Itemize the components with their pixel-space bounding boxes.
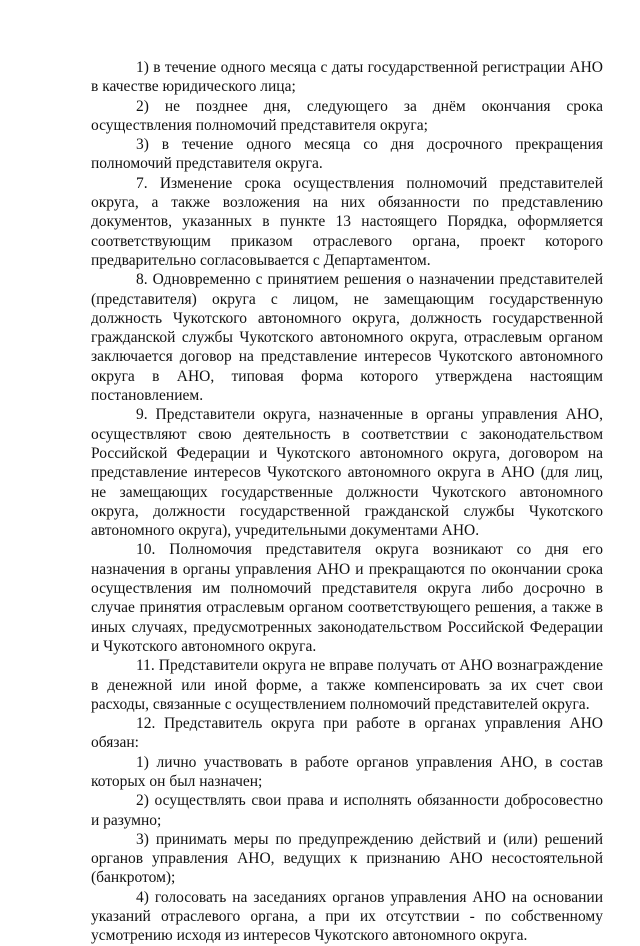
paragraph-item-3-early-termination: 3) в течение одного месяца со дня досрочного прекращения полномочий представителя округа. [91, 136, 603, 173]
paragraph-8: 8. Одновременно с принятием решения о назначении представителей (представителя) округа с лицом, не замещающим государственную должность Чукотского автономного округа, должность государственной гражданской службы Чукотского автономного округа, отраслевым органом заключается договор на представление интересов Чукотского автономного округа в АНО, типовая форма которого утверждена настоящим постановлением. [91, 271, 603, 405]
paragraph-12-item-4: 4) голосовать на заседаниях органов управления АНО на основании указаний отраслевого органа, а при их отсутствии - по собственному усмотрению исходя из интересов Чукотского автономного округа. [91, 888, 603, 945]
paragraph-11: 11. Представители округа не вправе получать от АНО вознаграждение в денежной или иной форме, а также компенсировать за их счет свои расходы, связанные с осуществлением полномочий представителей округа. [91, 657, 603, 713]
paragraph-item-2-term-end: 2) не позднее дня, следующего за днём окончания срока осуществления полномочий представителя округа; [91, 97, 603, 134]
document-page [91, 58, 603, 946]
paragraph-12-item-2: 2) осуществлять свои права и исполнять обязанности добросовестно и разумно; [91, 792, 603, 829]
paragraph-12-item-1: 1) лично участвовать в работе органов управления АНО, в состав которых он был назначен; [91, 753, 603, 790]
paragraph-12-item-3: 3) принимать меры по предупреждению действий и (или) решений органов управления АНО, ведущих к признанию АНО несостоятельной (банкротом); [91, 830, 603, 887]
paragraph-item-1-registration: 1) в течение одного месяца с даты государственной регистрации АНО в качестве юридического лица; [91, 59, 603, 96]
paragraph-7: 7. Изменение срока осуществления полномочий представителей округа, а также возложения на них обязанности по представлению документов, указанных в пункте 13 настоящего Порядка, оформляется соответствующим приказом отраслевого органа, проект которого предварительно согласовывается с Департаментом. [91, 174, 603, 269]
paragraph-9: 9. Представители округа, назначенные в органы управления АНО, осуществляют свою деятельность в соответствии с законодательством Российской Федерации и Чукотского автономного округа, договором на представление интересов Чукотского автономного округа в АНО (для лиц, не замещающих государственные должности Чукотского автономного округа, должности государственной гражданской службы Чукотского автономного округа), учредительными документами АНО. [91, 406, 603, 540]
paragraph-10: 10. Полномочия представителя округа возникают со дня его назначения в органы управления АНО и прекращаются по окончании срока осуществления им полномочий представителя округа либо досрочно в случае принятия отраслевым органом соответствующего решения, а также в иных случаях, предусмотренных законодательством Российской Федерации и Чукотского автономного округа. [91, 541, 603, 655]
paragraph-12: 12. Представитель округа при работе в органах управления АНО обязан: [91, 715, 603, 752]
